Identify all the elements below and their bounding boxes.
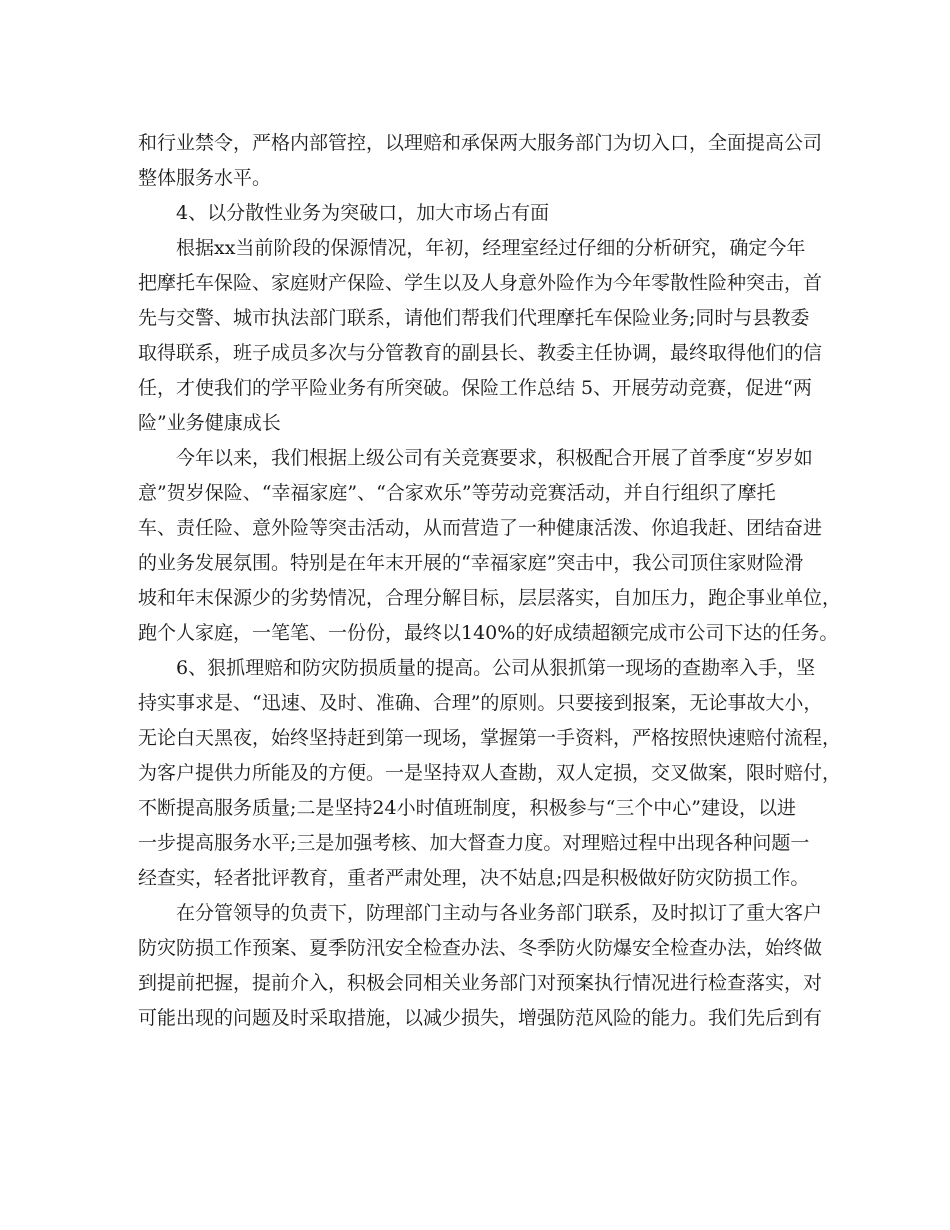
text-line: 车、责任险、意外险等突击活动，从而营造了一种健康活泼、你追我赶、团结奋进 (138, 517, 823, 539)
text-line: 为客户提供力所能及的方便。一是坚持双人查勘，双人定损，交叉做案，限时赔付， (138, 762, 842, 784)
text-line: 根据xx当前阶段的保源情况，年初，经理室经过仔细的分析研究，确定今年 (176, 237, 806, 259)
text-line: 一步提高服务水平;三是加强考核、加大督查力度。对理赔过程中出现各种问题一 (138, 832, 810, 854)
text-line: 在分管领导的负责下，防理部门主动与各业务部门联系，及时拟订了重大客户 (176, 902, 823, 924)
text-line: 持实事求是、“迅速、及时、准确、合理”的原则。只要接到报案，无论事故大小， (138, 692, 823, 714)
text-line: 取得联系，班子成员多次与分管教育的副县长、教委主任协调，最终取得他们的信 (138, 342, 823, 364)
text-line: 坡和年末保源少的劣势情况，合理分解目标，层层落实，自加压力，跑企事业单位， (138, 587, 842, 609)
text-line: 可能出现的问题及时采取措施，以减少损失，增强防范风险的能力。我们先后到有 (138, 1007, 823, 1029)
text-line: 任，才使我们的学平险业务有所突破。保险工作总结 5、开展劳动竞赛，促进“两 (138, 377, 812, 399)
text-line: 经查实，轻者批评教育，重者严肃处理，决不姑息;四是积极做好防灾防损工作。 (138, 867, 810, 889)
text-line: 整体服务水平。 (138, 167, 272, 189)
text-line: 的业务发展氛围。特别是在年末开展的“幸福家庭”突击中，我公司顶住家财险滑 (138, 552, 804, 574)
text-line: 把摩托车保险、家庭财产保险、学生以及人身意外险作为今年零散性险种突击，首 (138, 272, 823, 294)
text-line: 险”业务健康成长 (138, 412, 281, 434)
text-line: 意”贺岁保险、“幸福家庭”、“合家欢乐”等劳动竞赛活动，并自行组织了摩托 (138, 482, 776, 504)
text-line: 跑个人家庭，一笔笔、一份份，最终以140%的好成绩超额完成市公司下达的任务。 (138, 622, 839, 644)
text-line: 今年以来，我们根据上级公司有关竞赛要求，积极配合开展了首季度“岁岁如 (176, 447, 813, 469)
text-line: 到提前把握，提前介入，积极会同相关业务部门对预案执行情况进行检查落实，对 (138, 972, 823, 994)
text-line: 4、以分散性业务为突破口，加大市场占有面 (176, 202, 550, 224)
text-line: 6、狠抓理赔和防灾防损质量的提高。公司从狠抓第一现场的查勘率入手，坚 (176, 657, 816, 679)
text-line: 和行业禁令，严格内部管控，以理赔和承保两大服务部门为切入口，全面提高公司 (138, 132, 823, 154)
text-line: 先与交警、城市执法部门联系，请他们帮我们代理摩托车保险业务;同时与县教委 (138, 307, 810, 329)
text-line: 无论白天黑夜，始终坚持赶到第一现场，掌握第一手资料，严格按照快速赔付流程， (138, 727, 842, 749)
document-body (138, 126, 842, 1036)
text-line: 不断提高服务质量;二是坚持24小时值班制度，积极参与“三个中心”建设，以进 (138, 797, 797, 819)
text-line: 防灾防损工作预案、夏季防汛安全检查办法、冬季防火防爆安全检查办法，始终做 (138, 937, 823, 959)
